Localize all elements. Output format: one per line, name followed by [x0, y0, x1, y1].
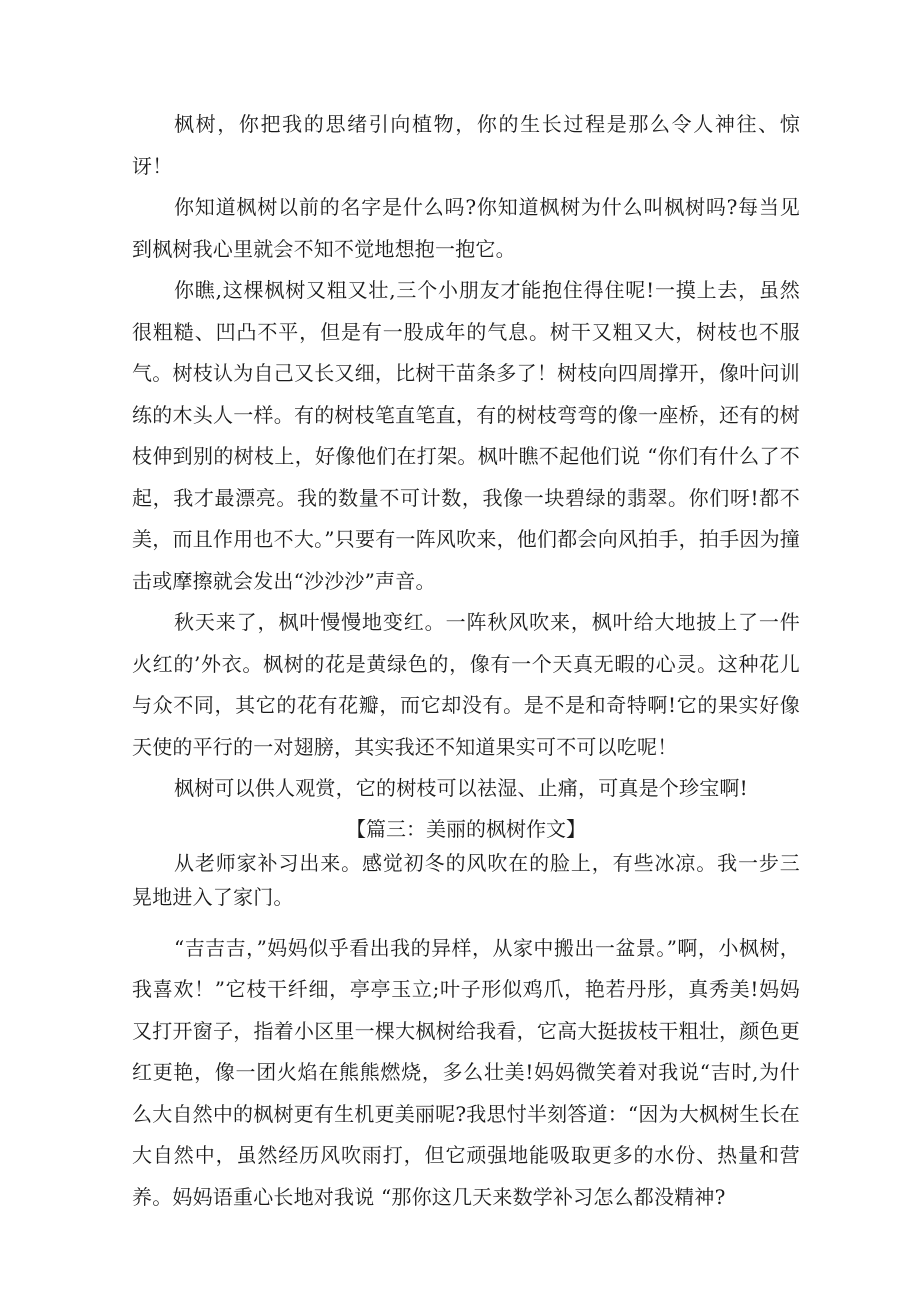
paragraph-6: 从老师家补习出来。感觉初冬的风吹在的脸上，有些冰凉。我一步三晃地进入了家门。	[132, 850, 800, 909]
document-body	[132, 104, 800, 1218]
paragraph-4: 秋天来了，枫叶慢慢地变红。一阵秋风吹来，枫叶给大地披上了一件火红的’外衣。枫树的花是黄绿色的，像有一个天真无暇的心灵。这种花儿与众不同，其它的花有花瓣，而它却没有。是不是和奇特啊!它的果实好像天使的平行的一对翅膀，其实我还不知道果实可不可以吃呢！	[132, 610, 800, 759]
paragraph-5: 枫树可以供人观赏，它的树枝可以祛湿、止痛，可真是个珍宝啊!	[174, 776, 748, 800]
paragraph-3: 你瞧,这棵枫树又粗又壮,三个小朋友才能抱住得住呢!一摸上去，虽然很粗糙、凹凸不平，但是有一股成年的气息。树干又粗又大，树枝也不服气。树枝认为自己又长又细，比树干苗条多了！树枝向四周撑开，像叶问训练的木头人一样。有的树枝笔直笔直，有的树枝弯弯的像一座桥，还有的树枝伸到别的树枝上，好像他们在打架。枫叶瞧不起他们说 “你们有什么了不起，我才最漂亮。我的数量不可计数，我像一块碧绿的翡翠。你们呀!都不美，而且作用也不大。”只要有一阵风吹来，他们都会向风拍手，拍手因为撞击或摩擦就会发出“沙沙沙”声音。	[132, 278, 800, 593]
paragraph-1: 枫树，你把我的思绪引向植物，你的生长过程是那么令人神往、惊讶！	[132, 112, 800, 178]
paragraph-7: “吉吉吉，”妈妈似乎看出我的异样，从家中搬出一盆景。”啊，小枫树，我喜欢！”它枝干纤细，亭亭玉立;叶子形似鸡爪，艳若丹彤，真秀美!妈妈又打开窗子，指着小区里一棵大枫树给我看，它高大挺拔枝干粗壮，颜色更红更艳，像一团火焰在熊熊燃烧，多么壮美!妈妈微笑着对我说“吉时,为什么大自然中的枫树更有生机更美丽呢?我思忖半刻答道：“因为大枫树生长在大自然中，虽然经历风吹雨打，但它顽强地能吸取更多的水份、热量和营养。妈妈语重心长地对我说 “那你这几天来数学补习怎么都没精神?	[132, 935, 800, 1209]
paragraph-2: 你知道枫树以前的名字是什么吗?你知道枫树为什么叫枫树吗?每当见到枫树我心里就会不知不觉地想抱一抱它。	[132, 195, 800, 261]
section-title: 【篇三：美丽的枫树作文】	[346, 816, 586, 841]
